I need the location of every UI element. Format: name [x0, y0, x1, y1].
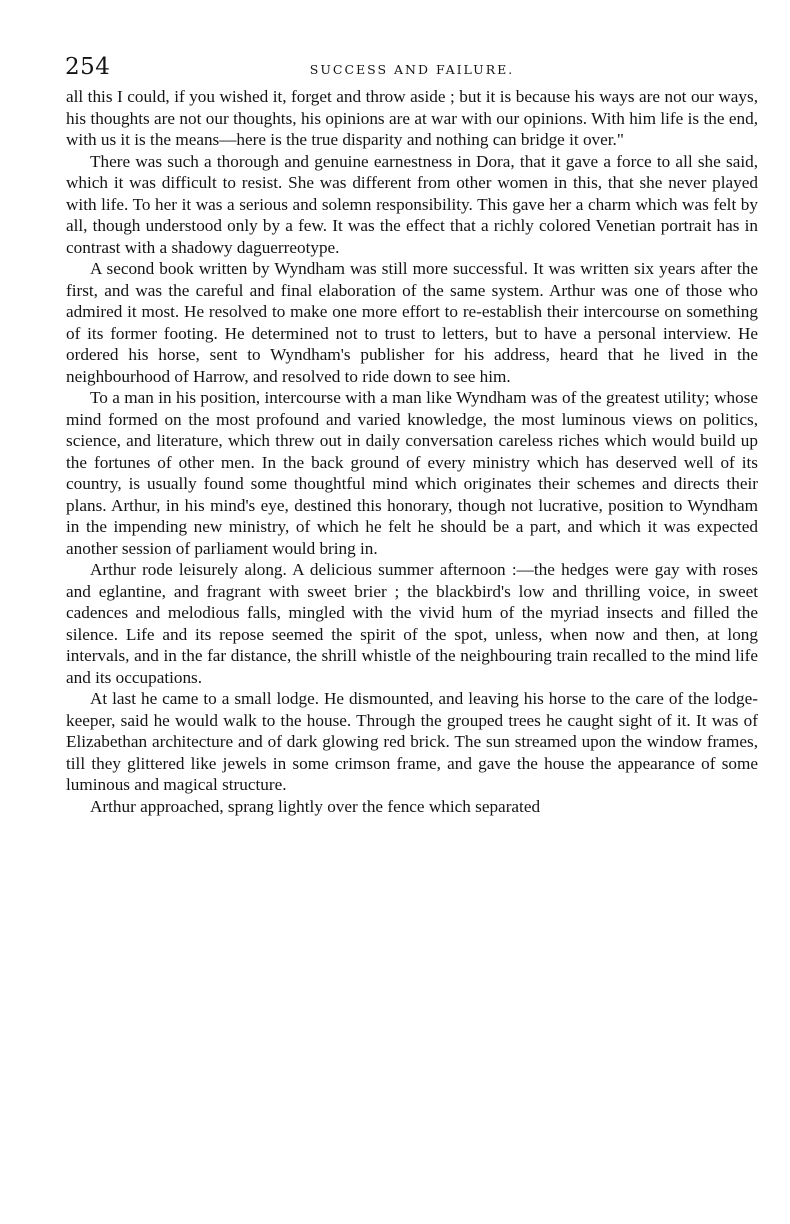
paragraph-position: To a man in his position, intercourse with a man like Wyndham was of the greatest utility; whose mind formed on the most profound and varied knowledge, the most luminous views on politics, science, and literature, which threw out in daily conversation careless riches which would build up the fortunes of other men. In the back ground of every ministry which has deserved well of its country, is usually found some thoughtful mind which originates their schemes and directs their plans. Arthur, in his mind's eye, destined this honorary, though not lucrative, position to Wyndham in the impending new ministry, of which he felt he should be a part, and which it was expected another session of parliament would bring in.: [66, 388, 758, 558]
paragraph-lodge: At last he came to a small lodge. He dismounted, and leaving his horse to the care of the lodge-keeper, said he would walk to the house. Through the grouped trees he caught sight of it. It was of Elizabethan architecture and of dark glowing red brick. The sun streamed upon the window frames, till they glittered like jewels in some crimson frame, and gave the house the appearance of some luminous and magical structure.: [66, 689, 758, 794]
paragraph-approach: Arthur approached, sprang lightly over the fence which separated: [90, 796, 541, 816]
paragraph-dora: There was such a thorough and genuine earnestness in Dora, that it gave a force to all she said, which it was difficult to resist. She was different from other women in this, that she never played with life. To her it was a serious and solemn responsibility. This gave her a charm which was felt by all, though understood only by a few. It was the effect that a richly colored Venetian portrait has in contrast with a shadowy daguerreotype.: [66, 151, 758, 257]
paragraph-second-book: A second book written by Wyndham was still more successful. It was written six years after the first, and was the careful and final elaboration of the same system. Arthur was one of those who admired it most. He resolved to make one more effort to re-establish their intercourse on something of its former footing. He determined not to trust to letters, but to have a personal interview. He ordered his horse, sent to Wyndham's publisher for his address, heard that he lived in the neighbourhood of Harrow, and resolved to ride down to see him.: [66, 259, 758, 386]
body-text: [66, 86, 758, 817]
paragraph-continued: all this I could, if you wished it, forget and throw aside ; but it is because his ways are not our ways, his thoughts are not our thoughts, his opinions are at war with our opinions. With him life is the end, with us it is the means—here is the true disparity and nothing can bridge it over.": [66, 87, 758, 149]
page-header: [66, 52, 758, 86]
running-title: SUCCESS AND FAILURE.: [309, 62, 515, 77]
page-number: 254: [65, 54, 111, 80]
book-page: [66, 52, 758, 817]
paragraph-ride: Arthur rode leisurely along. A delicious summer afternoon :—the hedges were gay with roses and eglantine, and fragrant with sweet brier ; the blackbird's low and thrilling voice, in sweet cadences and melodious falls, mingled with the vivid hum of the myriad insects and filled the silence. Life and its repose seemed the spirit of the spot, unless, when now and then, at long intervals, and in the far distance, the shrill whistle of the neighbouring train recalled to the mind life and its occupations.: [66, 560, 758, 687]
